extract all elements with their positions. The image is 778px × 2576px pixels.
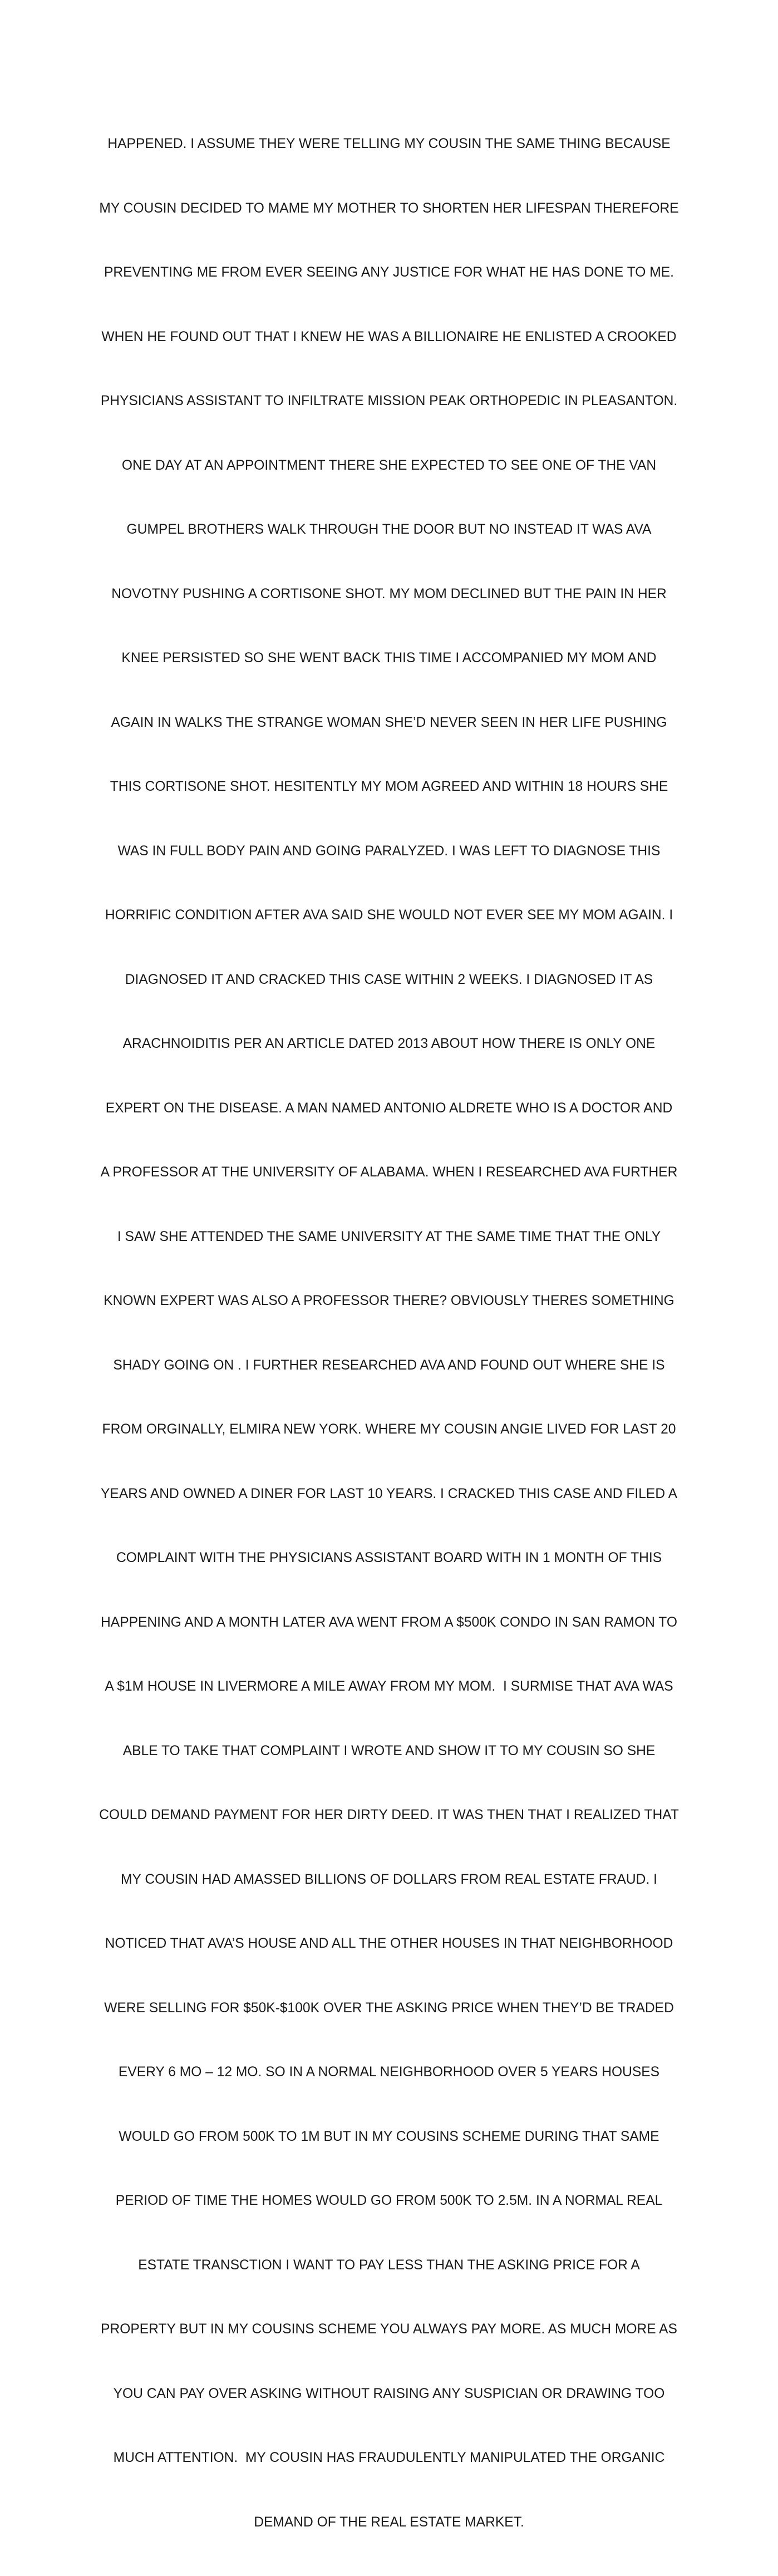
text-line: SHADY GOING ON . I FURTHER RESEARCHED AVA AND FOUND OUT WHERE SHE IS <box>113 1357 665 1373</box>
text-line: A $1M HOUSE IN LIVERMORE A MILE AWAY FROM MY MOM. I SURMISE THAT AVA WAS <box>105 1679 673 1694</box>
text-line: ARACHNOIDITIS PER AN ARTICLE DATED 2013 ABOUT HOW THERE IS ONLY ONE <box>122 1036 656 1051</box>
text-line: WOULD GO FROM 500K TO 1M BUT IN MY COUSINS SCHEME DURING THAT SAME <box>119 2129 659 2144</box>
text-line: I SAW SHE ATTENDED THE SAME UNIVERSITY AT THE SAME TIME THAT THE ONLY <box>117 1229 661 1244</box>
text-line: PERIOD OF TIME THE HOMES WOULD GO FROM 500K TO 2.5M. IN A NORMAL REAL <box>115 2193 663 2208</box>
body-text <box>83 91 695 2576</box>
text-line: PREVENTING ME FROM EVER SEEING ANY JUSTICE FOR WHAT HE HAS DONE TO ME. <box>104 265 674 280</box>
text-line: YEARS AND OWNED A DINER FOR LAST 10 YEARS. I CRACKED THIS CASE AND FILED A <box>101 1486 677 1501</box>
text-line: DEMAND OF THE REAL ESTATE MARKET. <box>254 2514 524 2530</box>
text-line: A PROFESSOR AT THE UNIVERSITY OF ALABAMA. WHEN I RESEARCHED AVA FURTHER <box>100 1165 678 1180</box>
text-line: THIS CORTISONE SHOT. HESITENTLY MY MOM AGREED AND WITHIN 18 HOURS SHE <box>110 779 668 794</box>
text-line: YOU CAN PAY OVER ASKING WITHOUT RAISING ANY SUSPICIAN OR DRAWING TOO <box>113 2386 665 2401</box>
text-line: NOVOTNY PUSHING A CORTISONE SHOT. MY MOM DECLINED BUT THE PAIN IN HER <box>111 586 667 602</box>
text-line: KNOWN EXPERT WAS ALSO A PROFESSOR THERE? OBVIOUSLY THERES SOMETHING <box>104 1293 674 1308</box>
text-line: PROPERTY BUT IN MY COUSINS SCHEME YOU ALWAYS PAY MORE. AS MUCH MORE AS <box>101 2322 677 2337</box>
text-line: ABLE TO TAKE THAT COMPLAINT I WROTE AND SHOW IT TO MY COUSIN SO SHE <box>122 1743 656 1759</box>
text-line: WERE SELLING FOR $50K-$100K OVER THE ASKING PRICE WHEN THEY’D BE TRADED <box>104 2000 674 2016</box>
text-line: NOTICED THAT AVA’S HOUSE AND ALL THE OTHER HOUSES IN THAT NEIGHBORHOOD <box>105 1936 673 1951</box>
text-line: DIAGNOSED IT AND CRACKED THIS CASE WITHIN 2 WEEKS. I DIAGNOSED IT AS <box>125 972 653 987</box>
text-line: PHYSICIANS ASSISTANT TO INFILTRATE MISSION PEAK ORTHOPEDIC IN PLEASANTON. <box>100 393 678 408</box>
text-line: HORRIFIC CONDITION AFTER AVA SAID SHE WOULD NOT EVER SEE MY MOM AGAIN. I <box>105 908 673 923</box>
text-line: HAPPENED. I ASSUME THEY WERE TELLING MY COUSIN THE SAME THING BECAUSE <box>107 136 671 151</box>
text-line: WHEN HE FOUND OUT THAT I KNEW HE WAS A BILLIONAIRE HE ENLISTED A CROOKED <box>101 329 677 344</box>
text-line: EVERY 6 MO – 12 MO. SO IN A NORMAL NEIGHBORHOOD OVER 5 YEARS HOUSES <box>118 2065 660 2080</box>
text-line: ONE DAY AT AN APPOINTMENT THERE SHE EXPECTED TO SEE ONE OF THE VAN <box>121 457 657 473</box>
text-line: HAPPENING AND A MONTH LATER AVA WENT FROM A $500K CONDO IN SAN RAMON TO <box>101 1614 677 1630</box>
text-line: MY COUSIN HAD AMASSED BILLIONS OF DOLLARS FROM REAL ESTATE FRAUD. I <box>121 1871 657 1887</box>
text-line: COULD DEMAND PAYMENT FOR HER DIRTY DEED. IT WAS THEN THAT I REALIZED THAT <box>99 1807 679 1823</box>
text-line: MUCH ATTENTION. MY COUSIN HAS FRAUDULENTLY MANIPULATED THE ORGANIC <box>113 2450 665 2465</box>
text-line: MY COUSIN DECIDED TO MAME MY MOTHER TO SHORTEN HER LIFESPAN THEREFORE <box>99 200 679 216</box>
text-line: AGAIN IN WALKS THE STRANGE WOMAN SHE’D NEVER SEEN IN HER LIFE PUSHING <box>111 715 667 730</box>
text-line: WAS IN FULL BODY PAIN AND GOING PARALYZED. I WAS LEFT TO DIAGNOSE THIS <box>117 843 661 859</box>
text-line: COMPLAINT WITH THE PHYSICIANS ASSISTANT BOARD WITH IN 1 MONTH OF THIS <box>116 1550 662 1565</box>
text-line: EXPERT ON THE DISEASE. A MAN NAMED ANTONIO ALDRETE WHO IS A DOCTOR AND <box>105 1100 673 1116</box>
text-line: GUMPEL BROTHERS WALK THROUGH THE DOOR BUT NO INSTEAD IT WAS AVA <box>126 522 652 537</box>
text-line: KNEE PERSISTED SO SHE WENT BACK THIS TIME I ACCOMPANIED MY MOM AND <box>121 651 657 666</box>
text-line: FROM ORGINALLY, ELMIRA NEW YORK. WHERE MY COUSIN ANGIE LIVED FOR LAST 20 <box>102 1422 676 1437</box>
text-line: ESTATE TRANSCTION I WANT TO PAY LESS THAN THE ASKING PRICE FOR A <box>138 2257 640 2273</box>
